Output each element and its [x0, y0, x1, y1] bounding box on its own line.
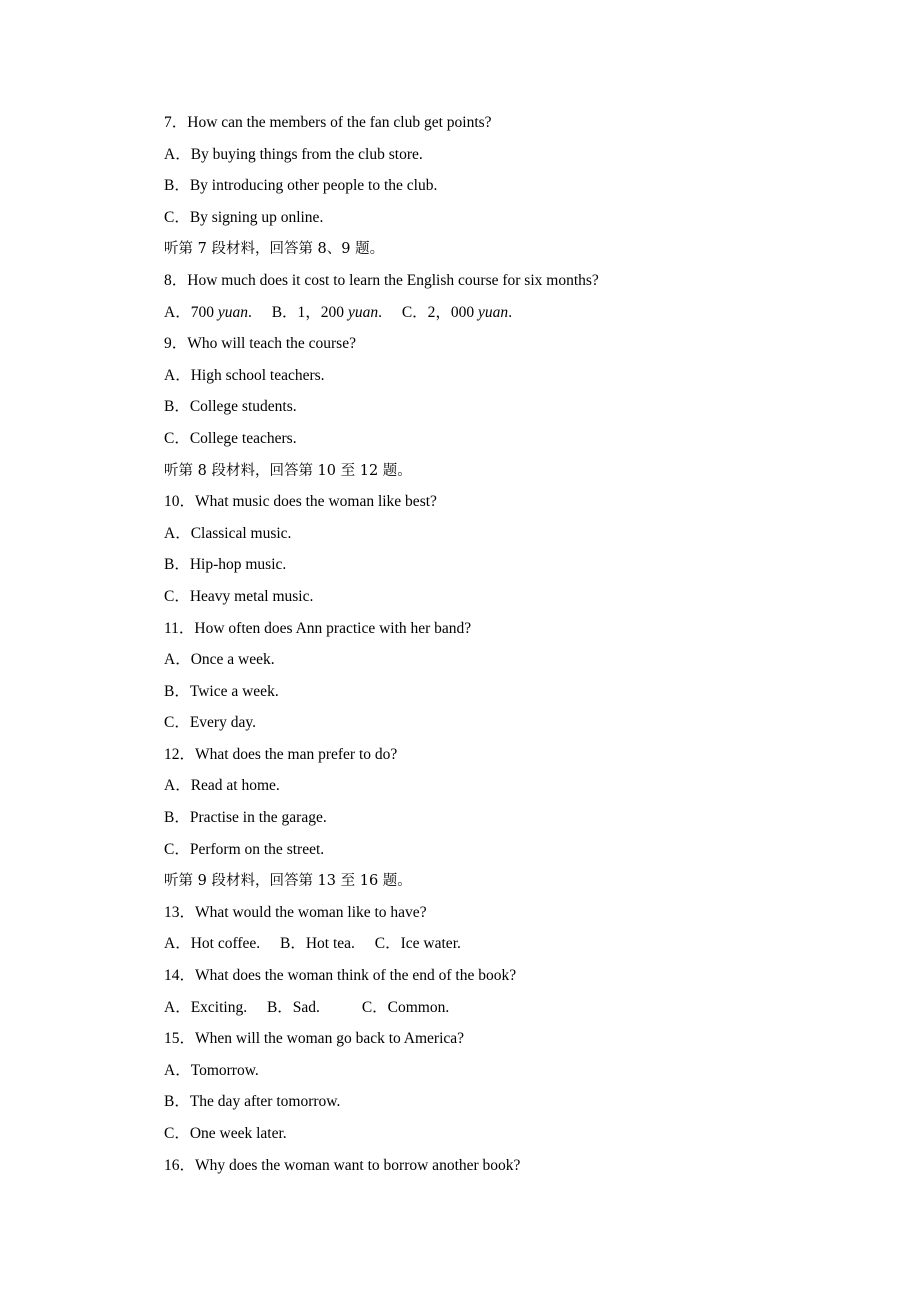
question-8-option-c: [402, 301, 512, 325]
option-b-period: .: [378, 303, 382, 321]
question-14-option-c: C．Common.: [361, 998, 450, 1016]
question-15-option-a: A．Tomorrow.: [164, 1061, 259, 1079]
question-7-option-a: A．By buying things from the club store.: [164, 145, 423, 163]
option-a-amount: A．700: [164, 303, 218, 321]
question-12-option-c: C．Perform on the street.: [164, 840, 325, 858]
question-8-option-b: [272, 301, 382, 325]
question-14-option-a: A．Exciting.: [164, 998, 248, 1016]
question-10-option-c: C．Heavy metal music.: [164, 587, 314, 605]
question-10: 10．What music does the woman like best?: [164, 493, 437, 511]
option-c-unit: yuan: [478, 303, 509, 321]
question-11: 11．How often does Ann practice with her band?: [164, 619, 472, 637]
question-8-options: [164, 301, 804, 333]
question-10-option-a: A．Classical music.: [164, 524, 292, 542]
section-instruction-10-12: 听第 8 段材料，回答第 10 至 12 题。: [164, 462, 412, 479]
question-14-options: [164, 996, 804, 1028]
section-instruction-8-9: 听第 7 段材料，回答第 8、9 题。: [164, 241, 385, 258]
question-13: 13．What would the woman like to have?: [164, 903, 427, 921]
question-9-option-c: C．College teachers.: [164, 429, 297, 447]
option-b-amount: B．1，200: [271, 303, 348, 321]
question-13-option-c: C．Ice water.: [374, 935, 461, 953]
question-7: 7．How can the members of the fan club get points?: [164, 114, 492, 131]
option-b-unit: yuan: [347, 303, 379, 321]
question-15-option-c: C．One week later.: [164, 1125, 287, 1142]
question-12-option-b: B．Practise in the garage.: [164, 809, 327, 827]
question-7-option-c: C．By signing up online.: [164, 208, 324, 226]
question-13-options: [164, 932, 804, 964]
question-12: 12．What does the man prefer to do?: [164, 745, 398, 763]
question-9-option-b: B．College students.: [164, 398, 297, 416]
option-a-unit: yuan: [217, 303, 248, 321]
option-c-period: .: [508, 303, 513, 321]
question-7-option-b: B．By introducing other people to the club.: [164, 177, 438, 195]
question-16: 16．Why does the woman want to borrow another book?: [164, 1156, 521, 1174]
option-c-amount: C．2，000: [401, 303, 479, 321]
question-13-option-b: B．Hot tea.: [280, 935, 355, 953]
question-11-option-b: B．Twice a week.: [164, 682, 279, 700]
listening-questions: [164, 111, 804, 1185]
question-15-option-b: B．The day after tomorrow.: [164, 1093, 341, 1111]
question-9-option-a: A．High school teachers.: [164, 366, 325, 384]
section-instruction-13-16: 听第 9 段材料，回答第 13 至 16 题。: [164, 873, 412, 890]
question-14: 14．What does the woman think of the end of the book?: [164, 967, 517, 985]
question-13-option-a: A．Hot coffee.: [164, 935, 261, 953]
question-8: 8．How much does it cost to learn the English course for six months?: [164, 271, 599, 289]
question-14-option-b: B．Sad.: [266, 998, 320, 1016]
question-12-option-a: A．Read at home.: [164, 777, 280, 795]
question-9: 9．Who will teach the course?: [164, 335, 356, 353]
question-11-option-c: C．Every day.: [164, 714, 256, 732]
question-8-option-a: [164, 301, 252, 325]
question-11-option-a: A．Once a week.: [164, 651, 275, 669]
option-a-period: .: [247, 303, 252, 321]
question-15: 15．When will the woman go back to America?: [164, 1030, 465, 1048]
question-10-option-b: B．Hip-hop music.: [164, 556, 287, 574]
